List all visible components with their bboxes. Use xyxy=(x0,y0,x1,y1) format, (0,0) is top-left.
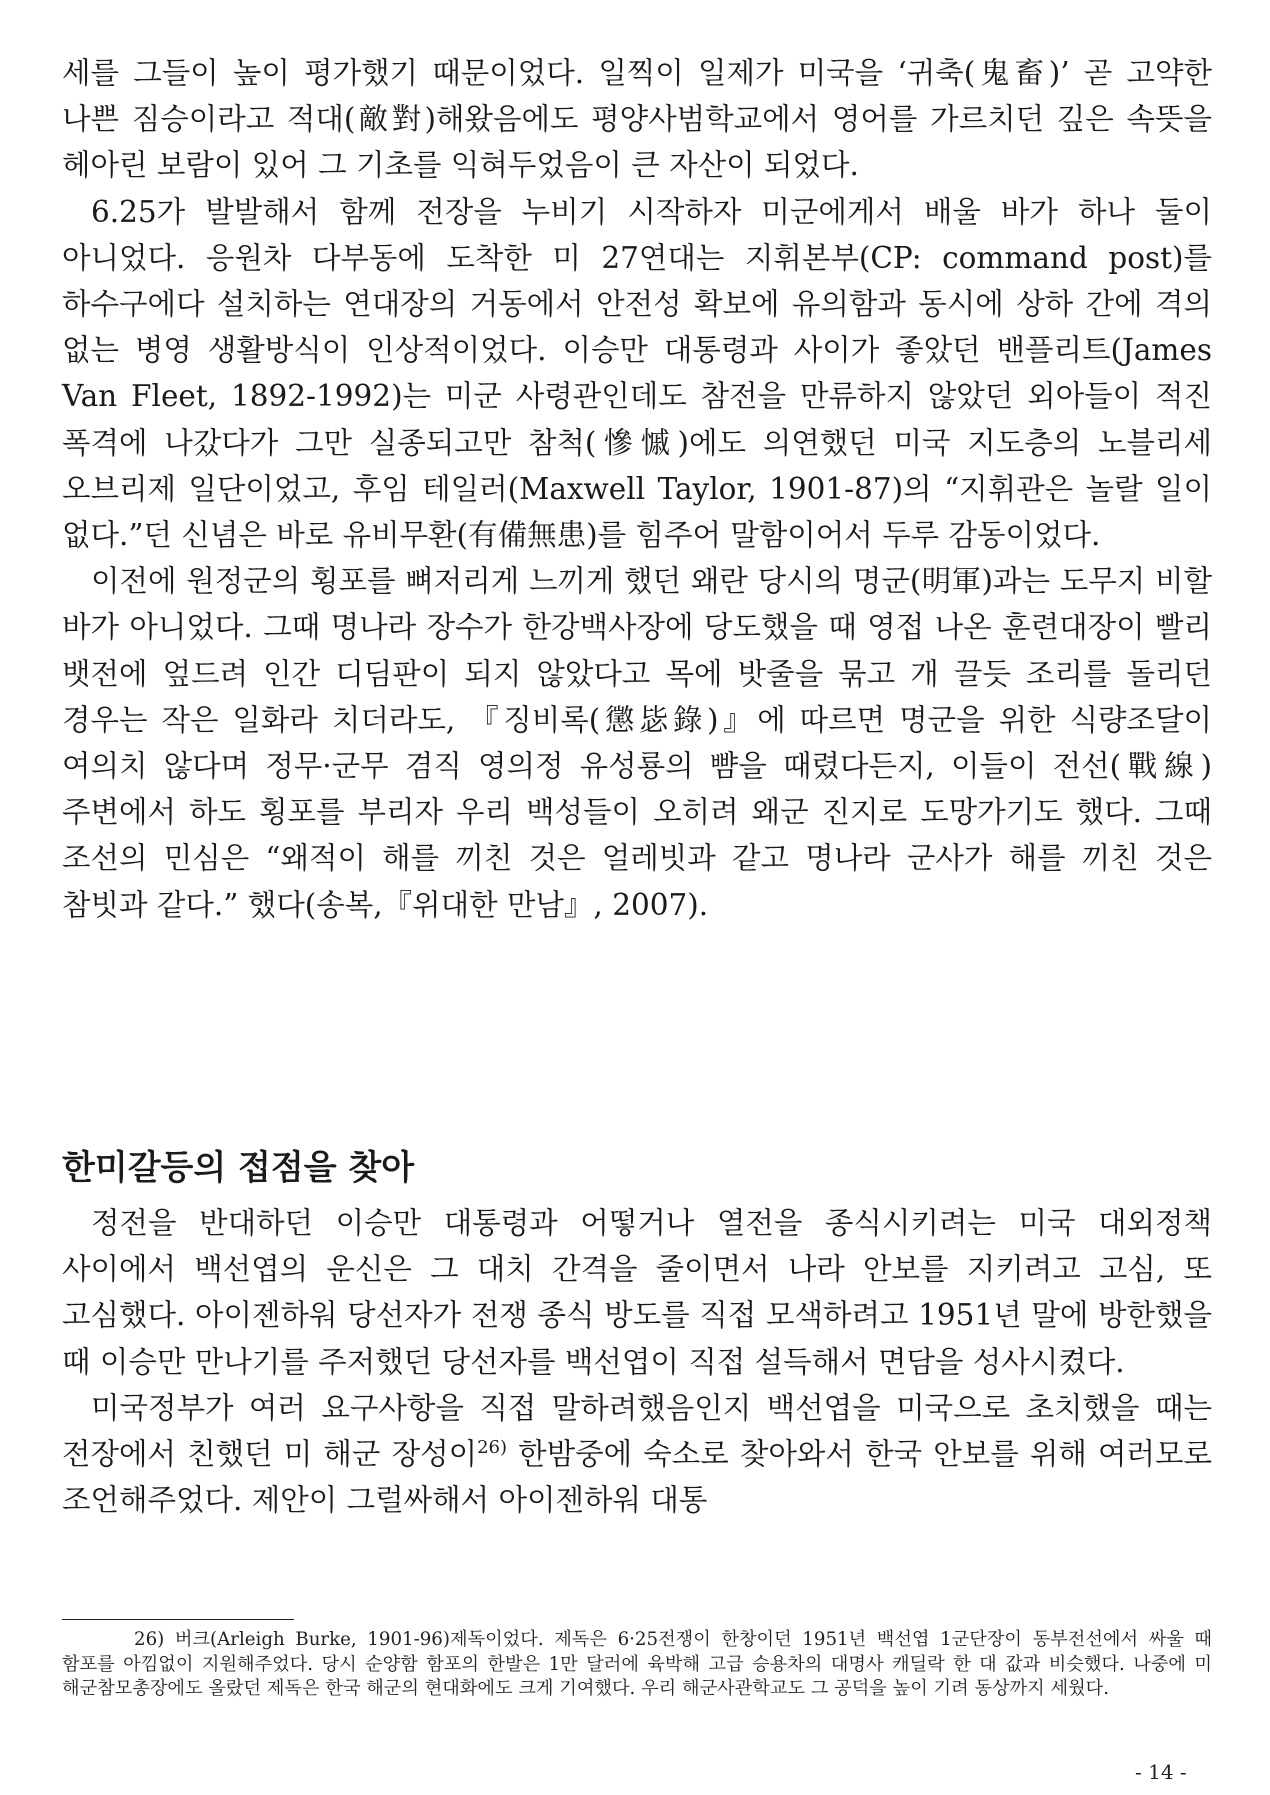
paragraph-continued: 세를 그들이 높이 평가했기 때문이었다. 일찍이 일제가 미국을 ‘귀축(鬼畜)’ 곧 고약한 나쁜 짐승이라고 적대(敵對)해왔음에도 평양사범학교에서 영어를 가르치던 깊은 속뜻을 헤아린 보람이 있어 그 기초를 익혀두었음이 큰 자산이 되었다. xyxy=(62,56,1212,183)
footnote-text: 버크(Arleigh Burke, 1901-96)제독이었다. 제독은 6·25전쟁이 한창이던 1951년 백선엽 1군단장이 동부전선에서 싸울 때 함포를 아낌없이 지원해주었다. 당시 순양함 함포의 한발은 1만 달러에 육박해 고급 승용차의 대명사 캐딜락 한 대 값과 비슷했다. 나중에 미 해군참모총장에도 올랐던 제독은 한국 해군의 현대화에도 크게 기여했다. 우리 해군사관학교도 그 공덕을 높이 기려 동상까지 세웠다. xyxy=(62,1629,1212,1700)
footnote xyxy=(62,1628,1212,1702)
paragraph-text-after-ref: 한밤중에 숙소로 찾아와서 한국 안보를 위해 여러모로 조언해주었다. 제안이 그럴싸해서 아이젠하워 대통 xyxy=(62,1437,1212,1518)
page-number: - 14 - xyxy=(1135,1760,1187,1784)
footnote-reference[interactable]: 26) xyxy=(477,1437,507,1459)
footnote-number: 26) xyxy=(134,1629,165,1650)
body-text-top xyxy=(62,50,1212,928)
footnote-divider xyxy=(62,1619,294,1620)
paragraph-ming-army: 이전에 원정군의 횡포를 뼈저리게 느끼게 했던 왜란 당시의 명군(明軍)과는 도무지 비할 바가 아니었다. 그때 명나라 장수가 한강백사장에 당도했을 때 영접 나온 훈련대장이 빨리 뱃전에 엎드려 인간 디딤판이 되지 않았다고 목에 밧줄을 묶고 개 끌듯 조리를 돌리던 경우는 작은 일화라 치더라도, 『징비록(懲毖錄)』에 따르면 명군을 위한 식량조달이 여의치 않다며 정무·군무 겸직 영의정 유성룡의 뺨을 때렸다든지, 이들이 전선(戰線) 주변에서 하도 횡포를 부리자 우리 백성들이 오히려 왜군 진지로 도망가기도 했다. 그때 조선의 민심은 “왜적이 해를 끼친 것은 얼레빗과 같고 명나라 군사가 해를 끼친 것은 참빗과 같다.” 했다(송복,『위대한 만남』, 2007). xyxy=(62,564,1212,922)
section-heading: 한미갈등의 접점을 찾아 xyxy=(62,1148,415,1188)
paragraph-us-invitation xyxy=(62,1385,1212,1524)
paragraph-armistice: 정전을 반대하던 이승만 대통령과 어떻거나 열전을 종식시키려는 미국 대외정책 사이에서 백선엽의 운신은 그 대치 간격을 줄이면서 나라 안보를 지키려고 고심, 또 고심했다. 아이젠하워 당선자가 전쟁 종식 방도를 직접 모색하려고 1951년 말에 방한했을 때 이승만 만나기를 주저했던 당선자를 백선엽이 직접 설득해서 면담을 성사시켰다. xyxy=(62,1206,1212,1379)
paragraph-korean-war: 6.25가 발발해서 함께 전장을 누비기 시작하자 미군에게서 배울 바가 하나 둘이 아니었다. 응원차 다부동에 도착한 미 27연대는 지휘본부(CP: command post)를 하수구에다 설치하는 연대장의 거동에서 안전성 확보에 유의함과 동시에 상하 간에 격의 없는 병영 생활방식이 인상적이었다. 이승만 대통령과 사이가 좋았던 밴플리트(James Van Fleet, 1892-1992)는 미군 사령관인데도 참전을 만류하지 않았던 외아들이 적진 폭격에 나갔다가 그만 실종되고만 참척(慘慽)에도 의연했던 미국 지도층의 노블리세 오브리제 일단이었고, 후임 테일러(Maxwell Taylor, 1901-87)의 “지휘관은 놀랄 일이 없다.”던 신념은 바로 유비무환(有備無患)를 힘주어 말함이어서 두루 감동이었다. xyxy=(62,194,1212,553)
body-text-section xyxy=(62,1200,1212,1523)
paragraph-text-before-ref: 미국정부가 여러 요구사항을 직접 말하려했음인지 백선엽을 미국으로 초치했을 때는 전장에서 친했던 미 해군 장성이 xyxy=(62,1390,1212,1472)
